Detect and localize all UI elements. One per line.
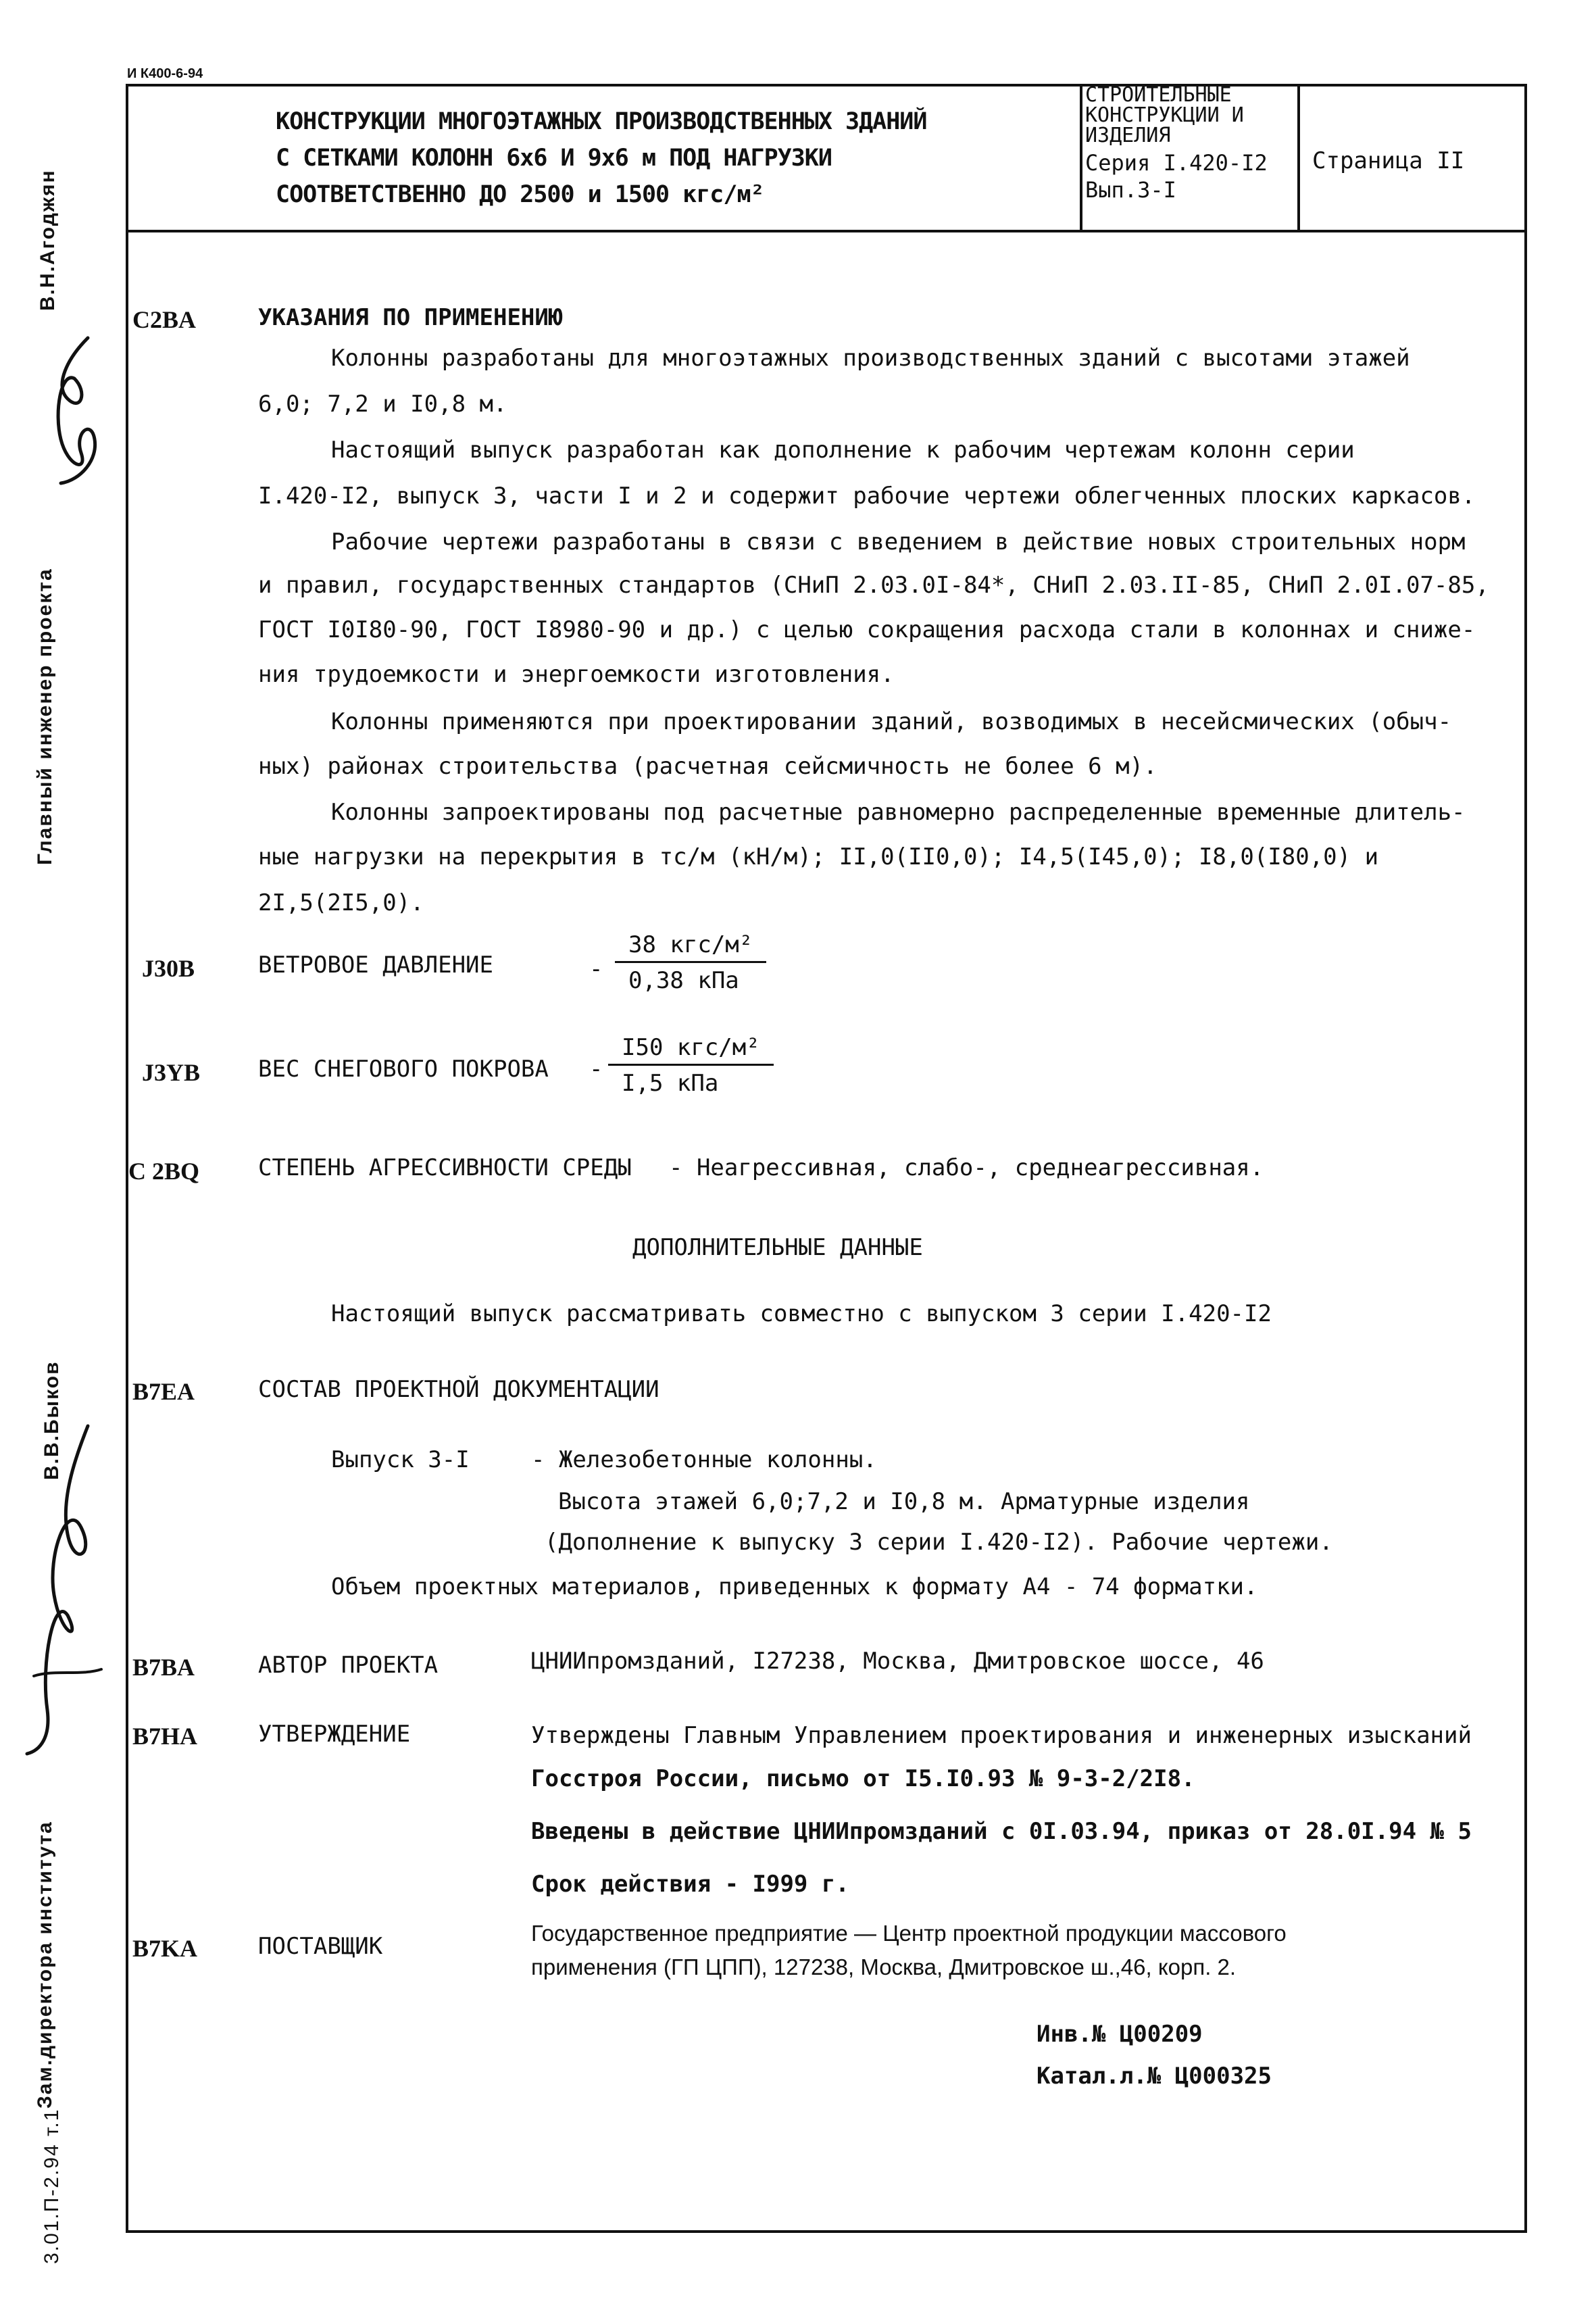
header-divider-1 [1080, 84, 1082, 231]
wind-denominator: 0,38 кПа [628, 967, 739, 994]
deputy-director-name: В.В.Быков [41, 1360, 63, 1480]
usage-line-11: Колонны запроектированы под расчетные равномерно распределенные временные длитель- [331, 799, 1466, 826]
usage-line-12: ные нагрузки на перекрытия в тс/м (кН/м); II,0(II0,0); I4,5(I45,0); I8,0(I80,0) и [258, 843, 1379, 870]
snow-fraction [608, 1034, 774, 1097]
approval-line-4: Срок действия - I999 г. [531, 1871, 849, 1898]
supplier-line-2: применения (ГП ЦПП), 127238, Москва, Дмитровское ш.,46, корп. 2. [531, 1954, 1237, 1979]
catalog-number: Катал.л.№ Ц000325 [1037, 2063, 1272, 2090]
additional-text: Настоящий выпуск рассматривать совместно с выпуском 3 серии I.420-I2 [331, 1300, 1272, 1327]
header-title-line-1: КОНСТРУКЦИИ МНОГОЭТАЖНЫХ ПРОИЗВОДСТВЕННЫХ ЗДАНИЙ [276, 108, 927, 135]
series-line-1: СТРОИТЕЛЬНЫЕ [1085, 83, 1232, 107]
wind-code: J30B [142, 955, 195, 982]
composition-line-2: Высота этажей 6,0;7,2 и I0,8 м. Арматурные изделия [558, 1488, 1250, 1515]
usage-line-4: I.420-I2, выпуск 3, части I и 2 и содержит рабочие чертежи облегченных плоских каркасов. [258, 483, 1476, 510]
usage-title: УКАЗАНИЯ ПО ПРИМЕНЕНИЮ [258, 304, 563, 331]
frame-bottom [126, 2230, 1527, 2233]
document-code: И К400-6-94 [127, 66, 203, 81]
supplier-label: ПОСТАВЩИК [258, 1933, 383, 1960]
series-line-2: КОНСТРУКЦИИ И [1085, 103, 1244, 127]
usage-line-7: ГОСТ I0I80-90, ГОСТ I8980-90 и др.) с целью сокращения расхода стали в колоннах и сниже- [258, 616, 1476, 643]
header-title-line-3: СООТВЕТСТВЕННО ДО 2500 и 1500 кгс/м² [276, 181, 764, 208]
page-label: Страница II [1312, 147, 1465, 174]
composition-issue: Выпуск 3-I [331, 1446, 470, 1473]
aggression-label: СТЕПЕНЬ АГРЕССИВНОСТИ СРЕДЫ [258, 1154, 632, 1181]
usage-line-1: Колонны разработаны для многоэтажных производственных зданий с высотами этажей [331, 345, 1410, 372]
usage-line-9: Колонны применяются при проектировании зданий, возводимых в несейсмических (обыч- [331, 708, 1452, 735]
composition-code: B7EA [132, 1378, 195, 1405]
snow-label: ВЕС СНЕГОВОГО ПОКРОВА [258, 1056, 549, 1083]
composition-title: СОСТАВ ПРОЕКТНОЙ ДОКУМЕНТАЦИИ [258, 1376, 659, 1403]
usage-line-13: 2I,5(2I5,0). [258, 889, 424, 916]
wind-label: ВЕТРОВОЕ ДАВЛЕНИЕ [258, 952, 493, 979]
header-divider-2 [1297, 84, 1300, 231]
approval-line-1: Утверждены Главным Управлением проектирования и инженерных изысканий [531, 1722, 1472, 1749]
header-bottom-rule [126, 230, 1527, 232]
signature-chief-engineer [41, 331, 101, 487]
snow-code: J3YB [142, 1059, 201, 1086]
frame-right [1524, 84, 1527, 2233]
usage-line-5: Рабочие чертежи разработаны в связи с введением в действие новых строительных норм [331, 528, 1466, 556]
series-line-3: ИЗДЕЛИЯ [1085, 124, 1171, 147]
snow-dash: - [589, 1056, 603, 1083]
frame-top [126, 84, 1527, 87]
snow-numerator: I50 кгс/м² [608, 1034, 774, 1066]
chief-engineer-role: Главный инженер проекта [34, 568, 56, 865]
supplier-line-1: Государственное предприятие — Центр проектной продукции массового [531, 1921, 1287, 1946]
composition-line-1: - Железобетонные колонны. [531, 1446, 877, 1473]
composition-volume: Объем проектных материалов, приведенных к формату А4 - 74 форматки. [331, 1573, 1258, 1600]
header-title-line-2: С СЕТКАМИ КОЛОНН 6х6 И 9х6 м ПОД НАГРУЗКИ [276, 145, 832, 172]
chief-engineer-name: В.Н.Агоджян [36, 169, 59, 311]
additional-title: ДОПОЛНИТЕЛЬНЫЕ ДАННЫЕ [632, 1234, 923, 1261]
aggression-value: - Неагрессивная, слабо-, среднеагрессивная. [669, 1154, 1264, 1181]
series-line-5: Вып.3-I [1085, 177, 1176, 203]
usage-line-2: 6,0; 7,2 и I0,8 м. [258, 391, 507, 418]
usage-line-6: и правил, государственных стандартов (СНиП 2.03.0I-84*, СНиП 2.03.II-85, СНиП 2.0I.07-85, [258, 572, 1489, 599]
deputy-director-role: Зам.директора института [34, 1821, 56, 2109]
approval-line-3: Введены в действие ЦНИИпромзданий с 0I.03.94, приказ от 28.0I.94 № 5 [531, 1818, 1472, 1845]
usage-line-10: ных) районах строительства (расчетная сейсмичность не более 6 м). [258, 753, 1157, 780]
series-line-4: Серия I.420-I2 [1085, 150, 1268, 176]
supplier-code: B7KA [132, 1935, 198, 1962]
inventory-number: Инв.№ Ц00209 [1037, 2021, 1203, 2048]
usage-line-8: ния трудоемкости и энергоемкости изготовления. [258, 661, 895, 688]
usage-line-3: Настоящий выпуск разработан как дополнение к рабочим чертежам колонн серии [331, 437, 1355, 464]
signature-deputy-director [20, 1419, 108, 1757]
bottom-margin-code: 3.01.П-2.94 т.1 [41, 2108, 63, 2264]
aggression-code: C 2BQ [128, 1158, 200, 1185]
usage-code: C2BA [132, 306, 197, 333]
wind-numerator: 38 кгс/м² [615, 931, 766, 963]
wind-fraction [615, 931, 766, 994]
wind-dash: - [589, 956, 603, 983]
snow-denominator: I,5 кПа [622, 1070, 719, 1097]
approval-line-2: Госстроя России, письмо от I5.I0.93 № 9-3-2/2I8. [531, 1765, 1195, 1792]
composition-line-3: (Дополнение к выпуску 3 серии I.420-I2). Рабочие чертежи. [545, 1529, 1333, 1556]
author-label: АВТОР ПРОЕКТА [258, 1652, 439, 1679]
approval-code: B7HA [132, 1723, 198, 1750]
author-value: ЦНИИпромзданий, I27238, Москва, Дмитровское шоссе, 46 [531, 1648, 1264, 1675]
approval-label: УТВЕРЖДЕНИЕ [258, 1721, 411, 1748]
author-code: B7BA [132, 1654, 195, 1681]
